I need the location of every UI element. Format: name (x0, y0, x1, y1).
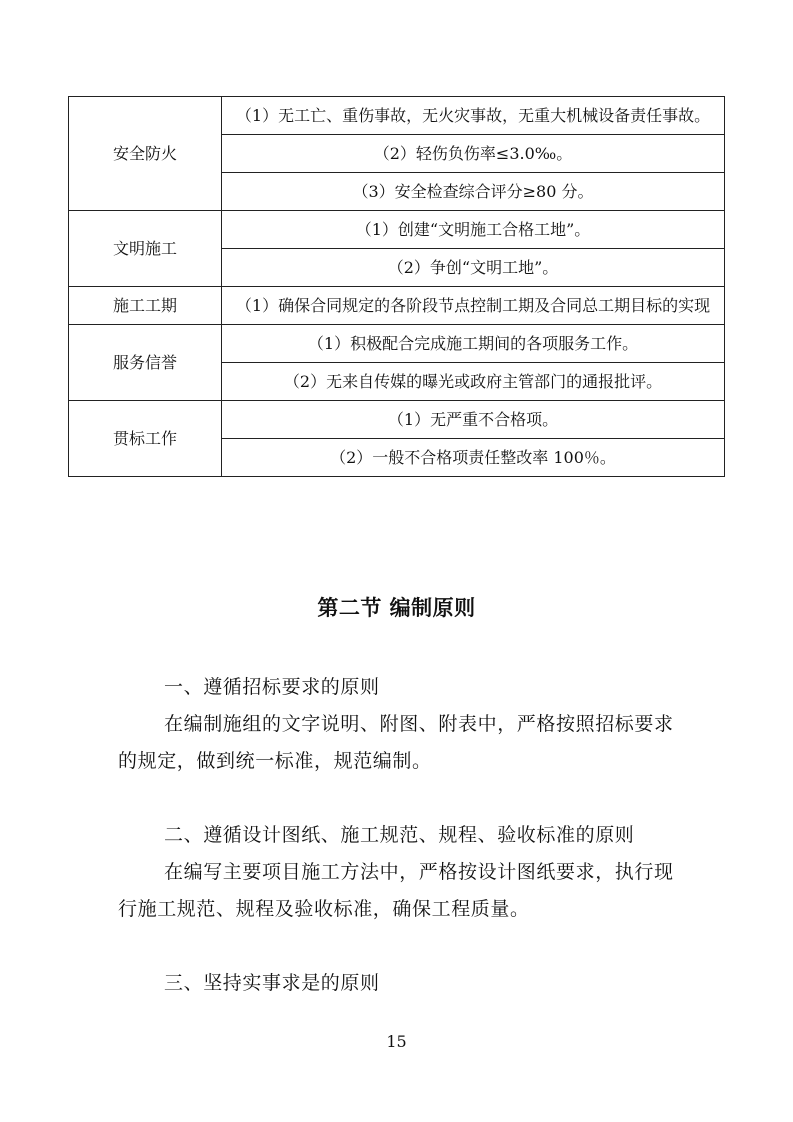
table-row (69, 211, 725, 249)
table-row (69, 97, 725, 135)
principle-block (118, 669, 678, 780)
item-cell: （2）无来自传媒的曝光或政府主管部门的通报批评。 (222, 363, 725, 401)
table-row (69, 401, 725, 439)
item-cell: （1）确保合同规定的各阶段节点控制工期及合同总工期目标的实现 (222, 287, 725, 325)
principle-block (118, 965, 678, 1002)
category-cell: 文明施工 (69, 211, 222, 287)
category-cell: 贯标工作 (69, 401, 222, 477)
item-cell: （1）积极配合完成施工期间的各项服务工作。 (222, 325, 725, 363)
page-number: 15 (386, 1032, 407, 1051)
principle-heading: 三、坚持实事求是的原则 (164, 972, 380, 994)
category-cell: 施工工期 (69, 287, 222, 325)
item-cell: （1）创建“文明施工合格工地”。 (222, 211, 725, 249)
item-cell: （2）轻伤负伤率≤3.0‰。 (222, 135, 725, 173)
principle-body: 在编写主要项目施工方法中，严格按设计图纸要求，执行现行施工规范、规程及验收标准，确保工程质量。 (118, 861, 674, 920)
item-cell: （2）一般不合格项责任整改率 100％。 (222, 439, 725, 477)
goals-table (68, 96, 725, 477)
category-cell: 安全防火 (69, 97, 222, 211)
item-cell: （1）无工亡、重伤事故，无火灾事故，无重大机械设备责任事故。 (222, 97, 725, 135)
principle-body: 在编制施组的文字说明、附图、附表中，严格按照招标要求的规定，做到统一标准，规范编制。 (118, 713, 674, 772)
item-cell: （1）无严重不合格项。 (222, 401, 725, 439)
item-cell: （2）争创“文明工地”。 (222, 249, 725, 287)
section-title: 第二节 编制原则 (317, 596, 476, 620)
principle-heading: 一、遵循招标要求的原则 (164, 676, 380, 698)
table-row (69, 287, 725, 325)
table-row (69, 325, 725, 363)
principle-heading: 二、遵循设计图纸、施工规范、规程、验收标准的原则 (164, 824, 635, 846)
item-cell: （3）安全检查综合评分≥80 分。 (222, 173, 725, 211)
principle-block (118, 817, 678, 928)
category-cell: 服务信誉 (69, 325, 222, 401)
